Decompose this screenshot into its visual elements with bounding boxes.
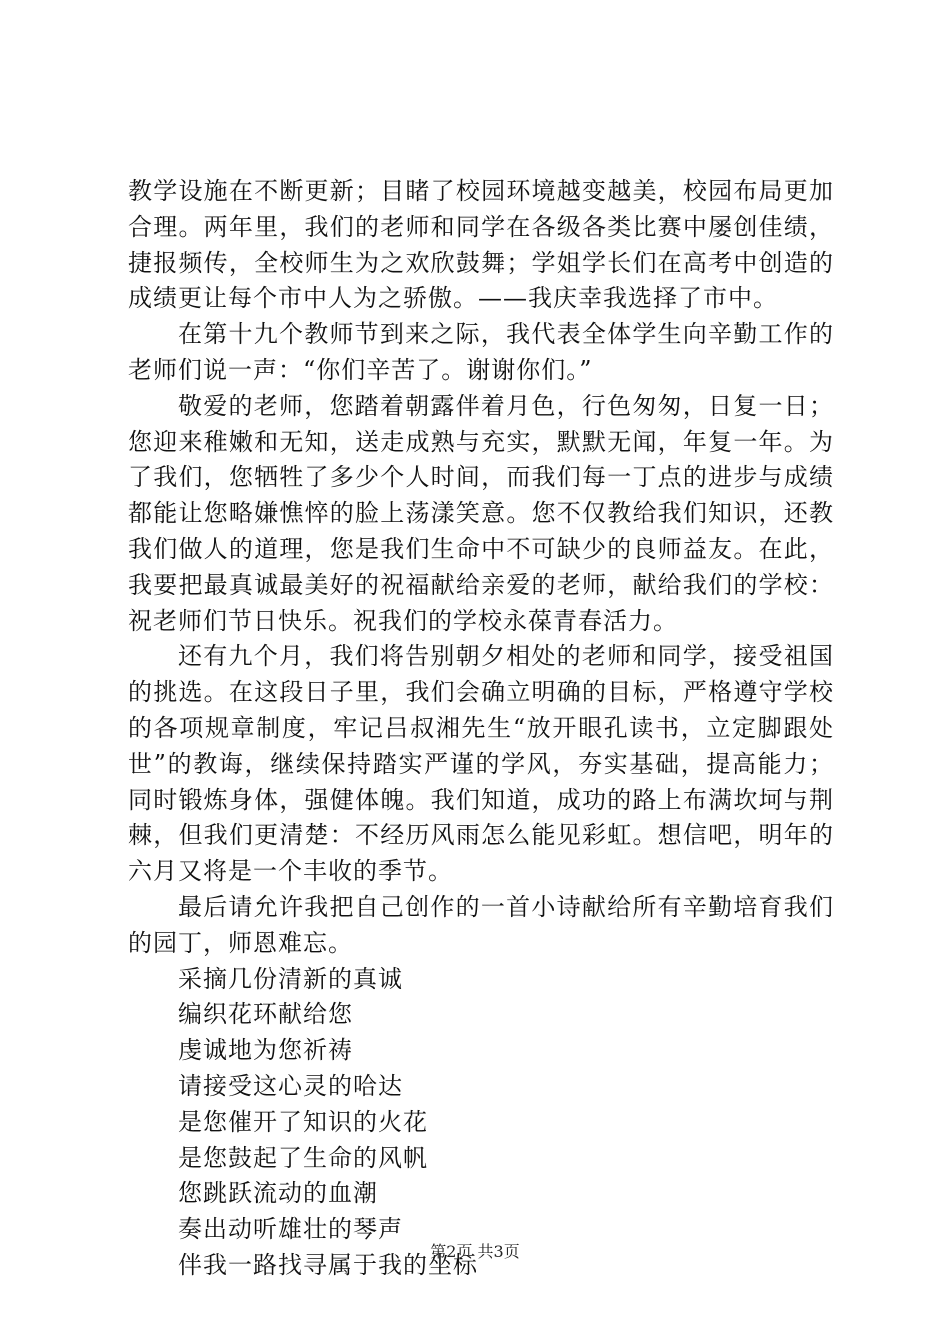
paragraph-5: 最后请允许我把自己创作的一首小诗献给所有辛勤培育我们的园丁，师恩难忘。 <box>128 892 834 957</box>
poem-line: 是您鼓起了生命的风帆 <box>178 1143 428 1172</box>
poem-line: 是您催开了知识的火花 <box>178 1107 428 1136</box>
poem-line: 请接受这心灵的哈达 <box>178 1071 403 1100</box>
poem-line: 奏出动听雄壮的琴声 <box>178 1215 403 1244</box>
paragraph-4: 还有九个月，我们将告别朝夕相处的老师和同学，接受祖国的挑选。在这段日子里，我们会确立明确的目标，严格遵守学校的各项规章制度，牢记吕叔湘先生“放开眼孔读书，立定脚跟处世”的教诲，继续保持踏实严谨的学风，夯实基础，提高能力；同时锻炼身体，强健体魄。我们知道，成功的路上布满坎坷与荆棘，但我们更清楚：不经历风雨怎么能见彩虹。想信吧，明年的六月又将是一个丰收的季节。 <box>128 642 834 886</box>
paragraph-1: 教学设施在不断更新；目睹了校园环境越变越美，校园布局更加合理。两年里，我们的老师和同学在各级各类比赛中屡创佳绩，捷报频传，全校师生为之欢欣鼓舞；学姐学长们在高考中创造的成绩更让每个市中人为之骄傲。——我庆幸我选择了市中。 <box>128 177 834 313</box>
paragraph-2: 在第十九个教师节到来之际，我代表全体学生向辛勤工作的老师们说一声：“你们辛苦了。谢谢你们。” <box>128 320 834 384</box>
poem-line: 伴我一路找寻属于我的坐标 <box>178 1250 478 1279</box>
poem-line: 虔诚地为您祈祷 <box>178 1036 353 1065</box>
poem-line: 采摘几份清新的真诚 <box>178 964 403 993</box>
document-body <box>128 174 834 1284</box>
poem-line: 编织花环献给您 <box>178 1000 353 1029</box>
poem <box>128 962 834 1284</box>
poem-line: 您跳跃流动的血潮 <box>178 1179 378 1208</box>
paragraph-3: 敬爱的老师，您踏着朝露伴着月色，行色匆匆，日复一日；您迎来稚嫩和无知，送走成熟与充实，默默无闻，年复一年。为了我们，您牺牲了多少个人时间，而我们每一丁点的进步与成绩都能让您略嫌憔悴的脸上荡漾笑意。您不仅教给我们知识，还教我们做人的道理，您是我们生命中不可缺少的良师益友。在此，我要把最真诚最美好的祝福献给亲爱的老师，献给我们的学校：祝老师们节日快乐。祝我们的学校永葆青春活力。 <box>128 391 834 635</box>
page-number-footer: 第2页 共3页 <box>430 1242 520 1261</box>
